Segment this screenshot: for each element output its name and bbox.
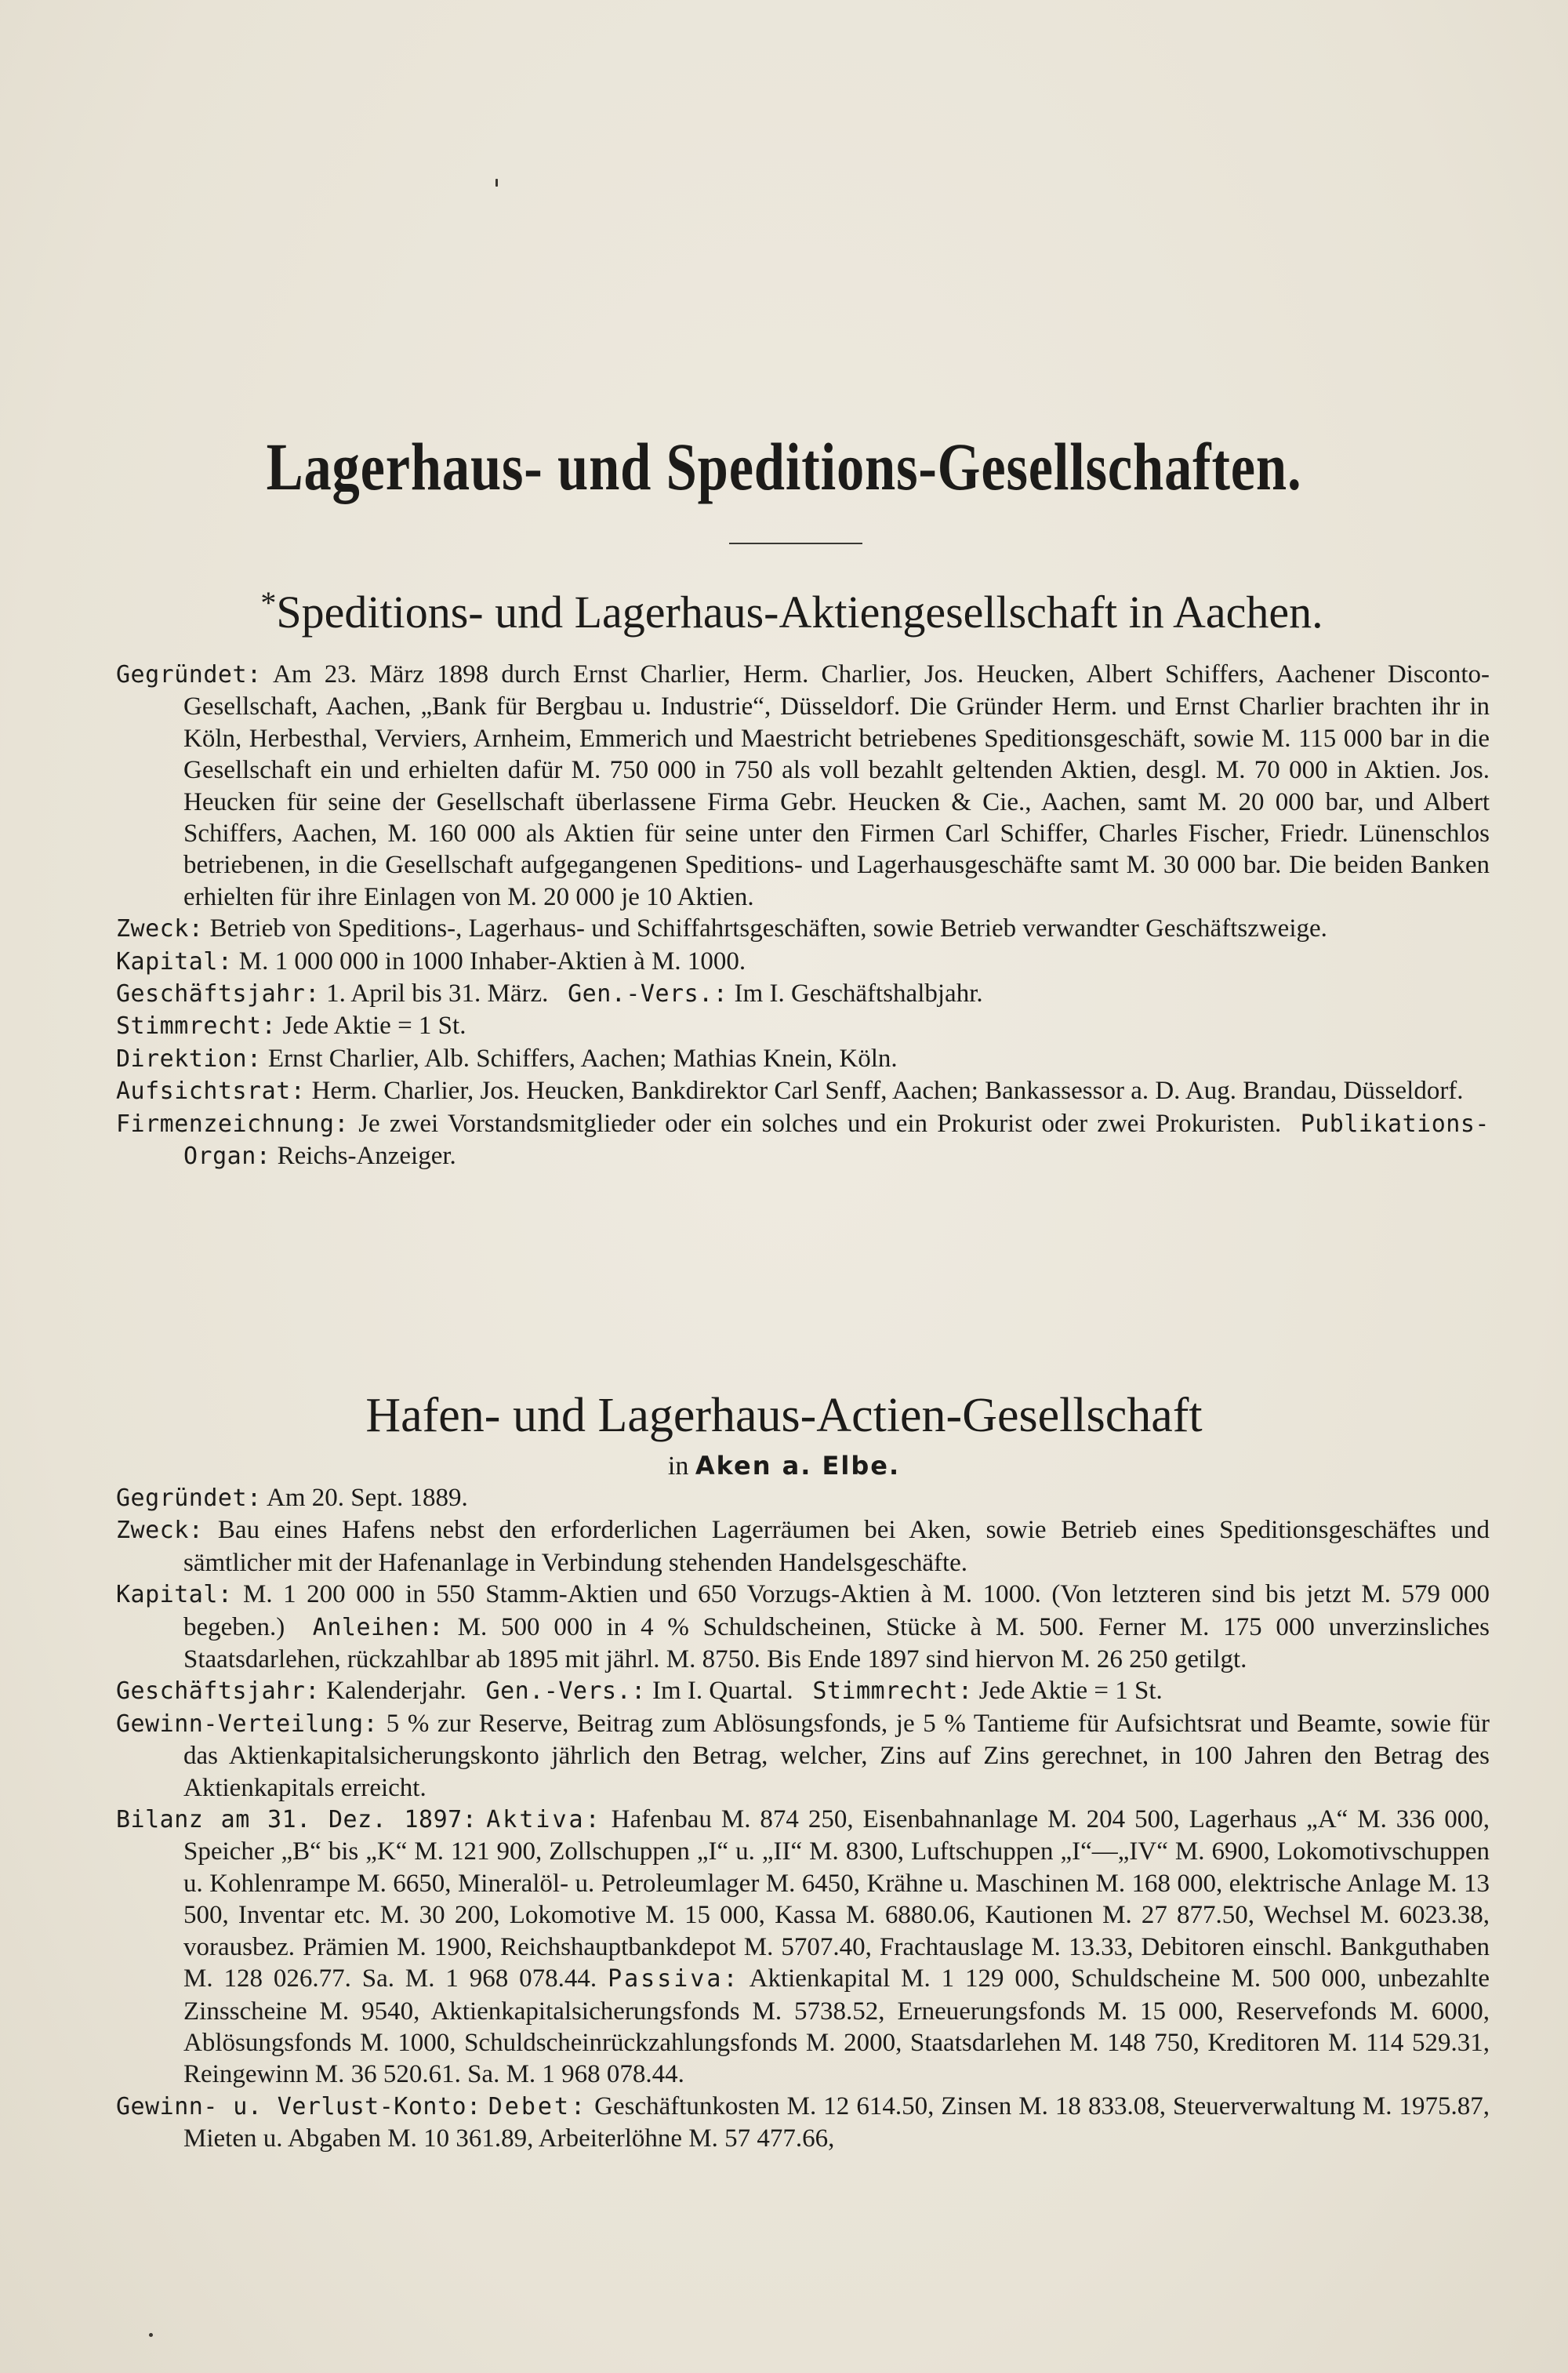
entry-sublabel: Passiva: xyxy=(608,1965,740,1993)
entry-label: Stimmrecht: xyxy=(812,1677,973,1706)
entry-label: Publikations-Organ: xyxy=(183,1110,1490,1171)
new-entry-asterisk: * xyxy=(260,585,277,620)
chapter-title: Lagerhaus- und Speditions-Gesellschaften. xyxy=(266,429,1302,504)
entry-label: Gen.-Vers.: xyxy=(485,1677,646,1706)
entry-label: Kapital: xyxy=(116,1581,233,1609)
entry-capital xyxy=(116,946,1490,978)
entry-supervisory-board xyxy=(116,1075,1490,1107)
entry-label: Gewinn- u. Verlust-Konto: xyxy=(116,2092,481,2120)
entry-label: Direktion: xyxy=(116,1045,262,1073)
entry-label: Gen.-Vers.: xyxy=(568,980,728,1008)
entry-profit-distribution xyxy=(116,1708,1490,1804)
entry-fiscal-year xyxy=(116,978,1490,1010)
entry-text: Im I. Quartal. xyxy=(645,1677,793,1706)
entry-text: Kalenderjahr. xyxy=(319,1677,466,1706)
entry-profit-loss-account xyxy=(116,2091,1490,2155)
entry-text: Im I. Geschäftshalbjahr. xyxy=(728,979,983,1008)
section2-body xyxy=(116,1482,1490,2155)
section1-heading xyxy=(110,584,1474,638)
entry-text: M. 1 000 000 in 1000 Inhaber-Aktien à M. 1000. xyxy=(232,947,746,976)
entry-sublabel: Aktiva: xyxy=(486,1806,602,1834)
entry-capital xyxy=(116,1579,1490,1675)
entry-sublabel: Debet: xyxy=(488,2092,588,2120)
entry-text: Je zwei Vorstandsmitglieder oder ein solches und ein Prokurist oder zwei Prokuristen. xyxy=(348,1109,1282,1138)
entry-text: Betrieb von Speditions-, Lagerhaus- und Schiffahrtsgeschäften, sowie Betrieb verwandter Geschäftszweige. xyxy=(203,914,1327,943)
entry-label: Gewinn-Verteilung: xyxy=(116,1710,379,1738)
section2-title: Hafen- und Lagerhaus-Actien-Gesellschaft xyxy=(365,1389,1203,1442)
section2-subtitle xyxy=(110,1451,1458,1481)
entry-voting-right xyxy=(116,1010,1490,1042)
entry-label: Geschäftsjahr: xyxy=(116,1677,320,1706)
entry-text: 1. April bis 31. März. xyxy=(319,979,549,1008)
entry-founded xyxy=(116,659,1490,913)
entry-text: Am 23. März 1898 durch Ernst Charlier, Herm. Charlier, Jos. Heucken, Albert Schiffers, Aachener Disconto-Gesellschaft, Aachen, „Bank für Bergbau u. Industrie“, Düsseldorf. Die Gründer Herm. und Ernst Charlier brachten ihr in Köln, Herbesthal, Verviers, Arnheim, Emmerich und Maestricht betriebenes Speditionsgeschäft, sowie M. 115 000 bar in die Gesellschaft ein und erhielten dafür M. 750 000 in 750 als voll bezahlt geltenden Aktien, desgl. M. 70 000 in Aktien. Jos. Heucken für seine der Gesellschaft überlassene Firma Gebr. Heucken & Cie., Aachen, samt M. 20 000 bar, und Albert Schiffers, Aachen, M. 160 000 als Aktien für seine unter den Firmen Carl Schiffer, Charles Fischer, Friedr. Lünenschlos betriebenen, in die Gesellschaft aufgegangenen Speditions- und Lagerhausgeschäfte samt M. 30 000 bar. Die beiden Banken erhielten für ihre Einlagen von M. 20 000 je 10 Aktien. xyxy=(183,660,1490,911)
entry-text: 5 % zur Reserve, Beitrag zum Ablösungsfonds, je 5 % Tantieme für Aufsichtsrat und Beamte, sowie für das Aktienkapitalsicherungskonto jährlich den Betrag, welcher, Zins auf Zins gerechnet, in 100 Jahren den Betrag des Aktienkapitals erreicht. xyxy=(183,1709,1490,1802)
entry-text: Bau eines Hafens nebst den erforderlichen Lagerräumen bei Aken, sowie Betrieb eines Speditionsgeschäftes und sämtlicher mit der Hafenanlage in Verbindung stehenden Handelsgeschäfte. xyxy=(183,1516,1490,1577)
entry-text: Herm. Charlier, Jos. Heucken, Bankdirektor Carl Senff, Aachen; Bankassessor a. D. Aug. Brandau, Düsseldorf. xyxy=(305,1077,1464,1106)
entry-text: Aktienkapital M. 1 129 000, Schuldscheine M. 500 000, unbezahlte Zinsscheine M. 9540, Aktienkapitalsicherungsfonds M. 5738.52, Erneuerungsfonds M. 15 000, Reservefonds M. 6000, Ablösungsfonds M. 1000, Schuldscheinrückzahlungsfonds M. 2000, Staatsdarlehen M. 148 750, Kreditoren M. 114 529.31, Reingewinn M. 36 520.61. Sa. M. 1 968 078.44. xyxy=(183,1964,1490,2089)
entry-label: Anleihen: xyxy=(312,1613,444,1641)
title-divider xyxy=(729,543,862,544)
entry-management xyxy=(116,1043,1490,1075)
entry-balance-sheet xyxy=(116,1804,1490,2091)
entry-label: Gegründet: xyxy=(116,1484,262,1512)
entry-label: Kapital: xyxy=(116,947,233,976)
entry-text: Jede Aktie = 1 St. xyxy=(276,1012,466,1041)
page-speck xyxy=(149,2333,153,2337)
subtitle-place: Aken a. Elbe. xyxy=(695,1451,901,1481)
entry-purpose xyxy=(116,913,1490,945)
entry-fiscal-year xyxy=(116,1675,1490,1707)
page-speck xyxy=(495,179,498,187)
entry-label: Zweck: xyxy=(116,915,204,943)
entry-text: Reichs-Anzeiger. xyxy=(270,1142,456,1171)
entry-text: Geschäftunkosten M. 12 614.50, Zinsen M. 18 833.08, Steuerverwaltung M. 1975.87, Mieten u. Abgaben M. 10 361.89, Arbeiterlöhne M. 57 477.66, xyxy=(183,2091,1490,2153)
entry-label: Firmenzeichnung: xyxy=(116,1110,349,1138)
entry-label: Zweck: xyxy=(116,1517,204,1545)
entry-signature xyxy=(116,1108,1490,1173)
entry-text: Ernst Charlier, Alb. Schiffers, Aachen; Mathias Knein, Köln. xyxy=(261,1044,898,1073)
entry-label: Aufsichtsrat: xyxy=(116,1077,306,1106)
section1-title: Speditions- und Lagerhaus-Aktiengesellschaft in Aachen. xyxy=(276,587,1323,638)
entry-label: Stimmrecht: xyxy=(116,1012,277,1041)
entry-text: Jede Aktie = 1 St. xyxy=(972,1677,1163,1706)
entry-label: Geschäftsjahr: xyxy=(116,980,320,1008)
section1-body xyxy=(116,659,1490,1173)
entry-label: Gegründet: xyxy=(116,661,262,689)
entry-founded xyxy=(116,1482,1490,1514)
entry-text: Am 20. Sept. 1889. xyxy=(261,1484,468,1512)
entry-label: Bilanz am 31. Dez. 1897: xyxy=(116,1806,477,1834)
entry-purpose xyxy=(116,1514,1490,1579)
entry-text: M. 1 200 000 in 550 Stamm-Aktien und 650 Vorzugs-Aktien à M. 1000. (Von letzteren sind bis jetzt M. 579 000 begeben.) xyxy=(183,1580,1490,1641)
entry-text: Hafenbau M. 874 250, Eisenbahnanlage M. 204 500, Lagerhaus „A“ M. 336 000, Speicher „B“ bis „K“ M. 121 900, Zollschuppen „I“ u. „II“ M. 8300, Luftschuppen „I“—„IV“ M. 6900, Lokomotivschuppen u. Kohlenrampe M. 6650, Mineralöl- u. Petroleumlager M. 6450, Krähne u. Maschinen M. 168 000, elektrische Anlage M. 13 500, Inventar etc. M. 30 200, Lokomotive M. 15 000, Kassa M. 6880.06, Kautionen M. 27 877.50, Wechsel M. 6023.38, vorausbez. Prämien M. 1900, Reichshauptbankdepot M. 5707.40, Frachtauslage M. 13.33, Debitoren einschl. Bankguthaben M. 128 026.77. Sa. M. 1 968 078.44. xyxy=(183,1805,1490,1993)
entry-text: M. 500 000 in 4 % Schuldscheinen, Stücke à M. 500. Ferner M. 175 000 unverzinsliches Staatsdarlehen, rückzahlbar ab 1895 mit jährl. M. 8750. Bis Ende 1897 sind hiervon M. 26 250 getilgt. xyxy=(183,1612,1490,1674)
subtitle-prefix: in xyxy=(667,1452,695,1481)
